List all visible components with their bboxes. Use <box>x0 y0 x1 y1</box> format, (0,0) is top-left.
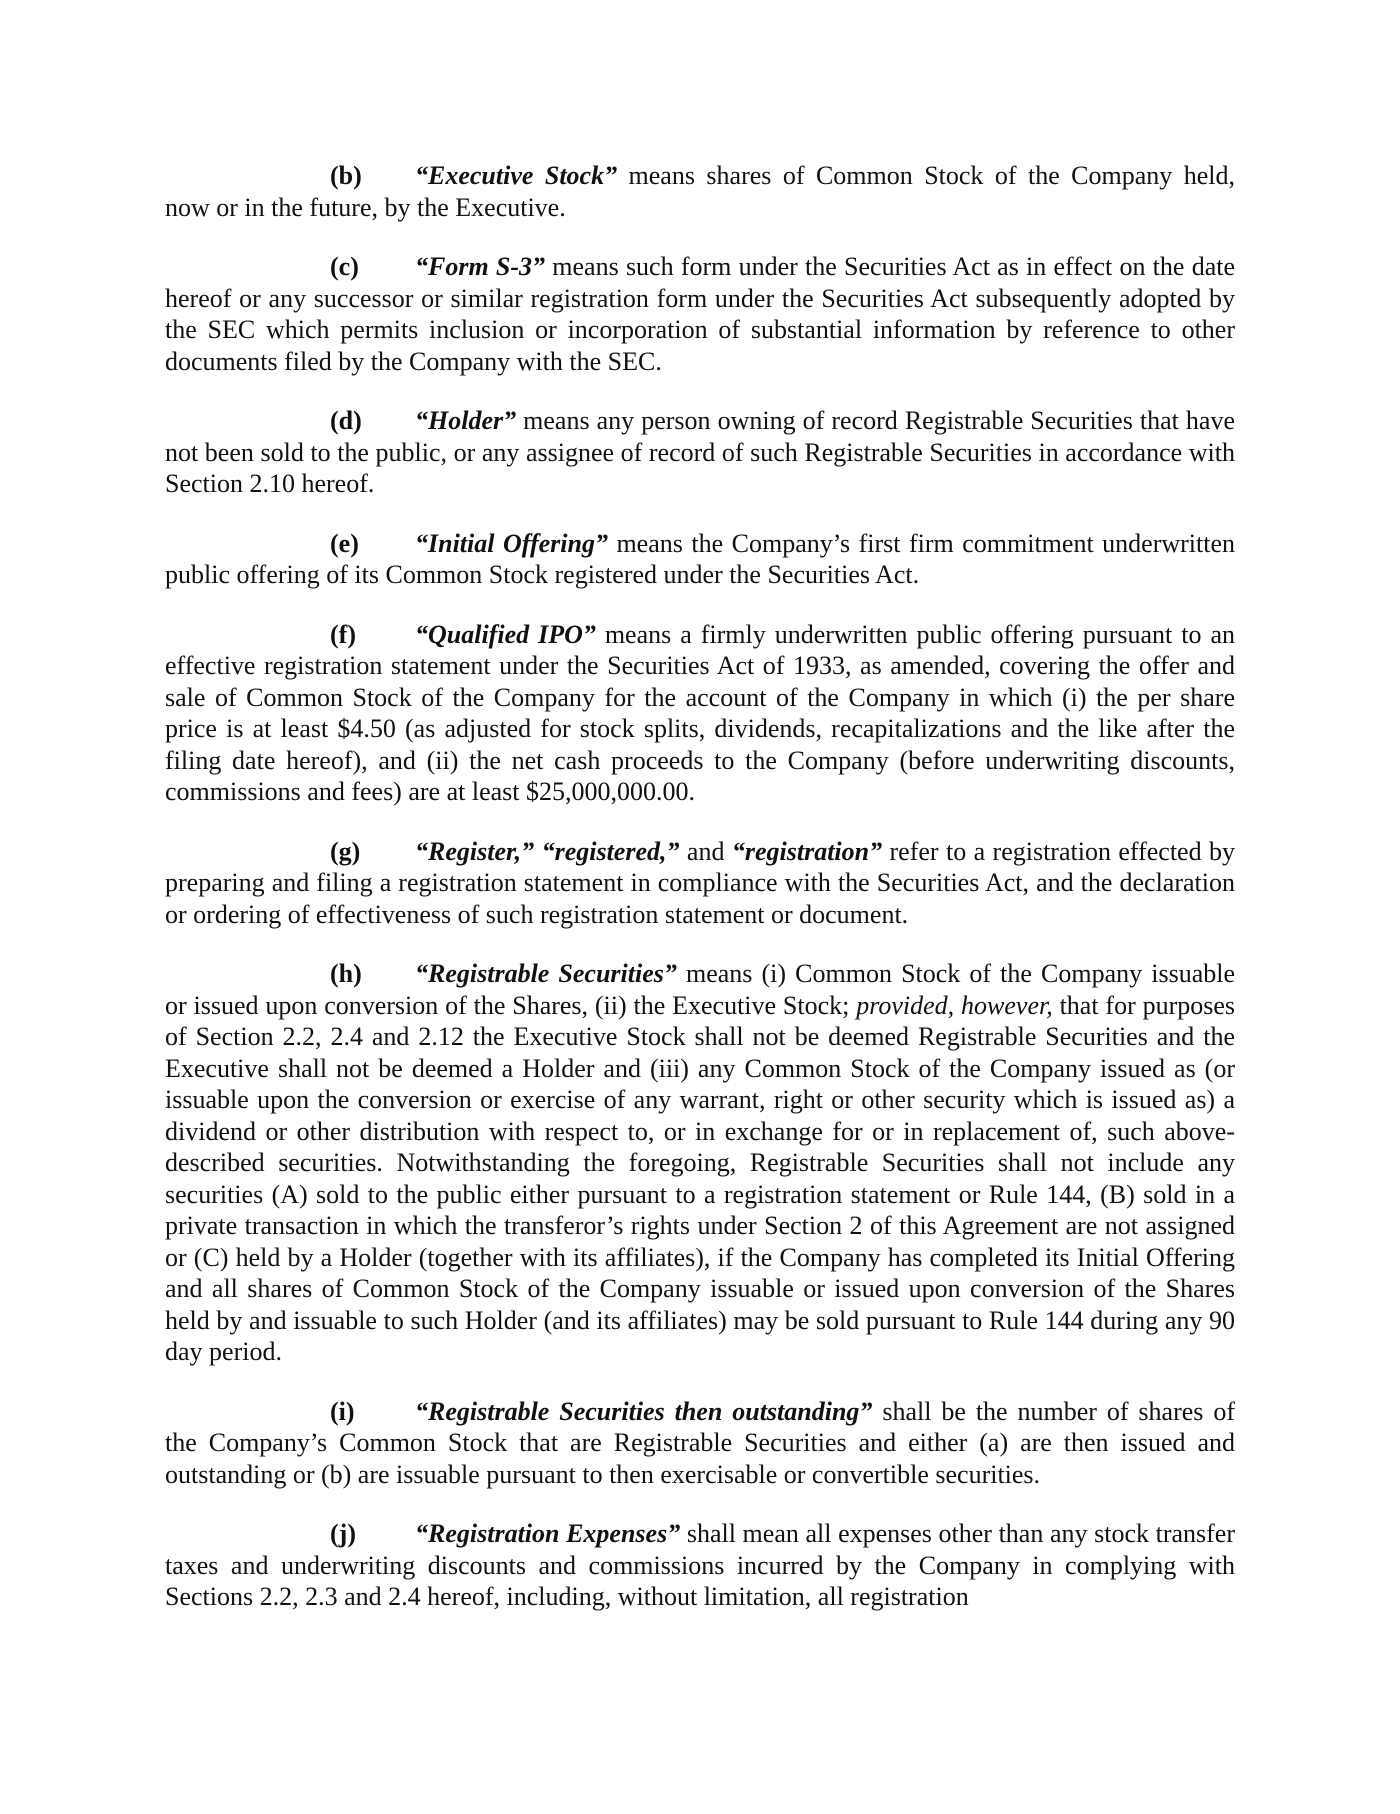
paragraph-label: (b) <box>330 161 362 190</box>
definition-j <box>165 1518 1235 1613</box>
defined-term: “Holder” <box>415 406 517 435</box>
paragraph-label: (e) <box>330 528 359 558</box>
paragraph-label: (f) <box>330 619 356 649</box>
defined-term: “Qualified IPO” <box>415 619 596 649</box>
paragraph-label: (h) <box>330 959 362 988</box>
definition-text: that for purposes of Section 2.2, 2.4 and 2.12 the Executive Stock shall not be deemed Registrable Securities and the Executive shall not be deemed a Holder and (iii) any Common Stock of the Company issued as (or issuable upon the conversion or exercise of any warrant, right or other security which is issued as) a dividend or other distribution with respect to, or in exchange for or in replacement of, such above-described securities. Notwithstanding the foregoing, Registrable Securities shall not include any securities (A) sold to the public either pursuant to a registration statement or Rule 144, (B) sold in a private transaction in which the transferor’s rights under Section 2 of this Agreement are not assigned or (C) held by a Holder (together with its affiliates), if the Company has completed its Initial Offering and all shares of Common Stock of the Company issuable or issued upon conversion of the Shares held by and issuable to such Holder (and its affiliates) may be sold pursuant to Rule 144 during any 90 day period. <box>165 990 1236 1366</box>
italic-proviso: provided, however, <box>856 990 1053 1020</box>
definition-text: means such form under the Securities Act as in effect on the date hereof or any successor or similar registration form under the Securities Act subsequently adopted by the SEC which permits inclusion or incorporation of substantial information by reference to other documents filed by the Company with the SEC. <box>165 252 1235 376</box>
defined-term: “Initial Offering” <box>415 528 608 558</box>
definition-c <box>165 251 1235 377</box>
defined-term: “Registration Expenses” <box>415 1519 681 1548</box>
defined-term: “Executive Stock” <box>415 161 618 190</box>
definition-text: means (i) Common Stock of the Company issuable or issued upon conversion of the Shares, (ii) the Executive Stock; <box>165 959 1236 1020</box>
paragraph-label: (i) <box>330 1396 355 1426</box>
paragraph-label: (g) <box>330 836 361 866</box>
defined-term: “Registrable Securities then outstanding” <box>415 1396 873 1426</box>
definition-b <box>165 160 1235 223</box>
paragraph-label: (d) <box>330 406 362 435</box>
definition-text: shall be the number of shares of the Company’s Common Stock that are Registrable Securities and either (a) are then issued and outstanding or (b) are issuable pursuant to then exercisable or convertible securities. <box>165 1396 1235 1489</box>
definition-text: shall mean all expenses other than any stock transfer taxes and underwriting discounts and commissions incurred by the Company in complying with Sections 2.2, 2.3 and 2.4 hereof, including, without limitation, all registration <box>165 1519 1236 1611</box>
definition-g <box>165 836 1235 931</box>
definition-text <box>534 837 541 866</box>
definition-text: means a firmly underwritten public offering pursuant to an effective registration statement under the Securities Act of 1933, as amended, covering the offer and sale of Common Stock of the Company for the account of the Company in which (i) the per share price is at least $4.50 (as adjusted for stock splits, dividends, recapitalizations and the like after the filing date hereof), and (ii) the net cash proceeds to the Company (before underwriting discounts, commissions and fees) are at least $25,000,000.00. <box>165 619 1235 806</box>
definition-i <box>165 1396 1235 1491</box>
paragraph-label: (j) <box>330 1519 356 1548</box>
definition-text: means the Company’s first firm commitment underwritten public offering of its Common Stock registered under the Securities Act. <box>165 528 1236 589</box>
definition-text: means any person owning of record Registrable Securities that have not been sold to the public, or any assignee of record of such Registrable Securities in accordance with Section 2.10 hereof. <box>165 406 1235 498</box>
definition-f <box>165 619 1235 808</box>
paragraph-label: (c) <box>330 252 359 281</box>
definition-h <box>165 958 1235 1368</box>
defined-term: “Form S-3” <box>415 252 546 281</box>
definition-text: refer to a registration effected by preparing and filing a registration statement in compliance with the Securities Act, and the declaration or ordering of effectiveness of such registration statement or document. <box>165 836 1235 929</box>
defined-term: “Registrable Securities” <box>415 959 677 988</box>
defined-term: “registration” <box>731 836 883 866</box>
defined-term: “Register,” <box>415 836 535 866</box>
document-page <box>165 160 1235 1641</box>
definition-d <box>165 405 1235 500</box>
definition-text: means shares of Common Stock of the Company held, now or in the future, by the Executive. <box>165 161 1236 222</box>
defined-term: “registered,” <box>541 836 680 866</box>
definition-e <box>165 528 1235 591</box>
definition-text: and <box>679 836 732 866</box>
